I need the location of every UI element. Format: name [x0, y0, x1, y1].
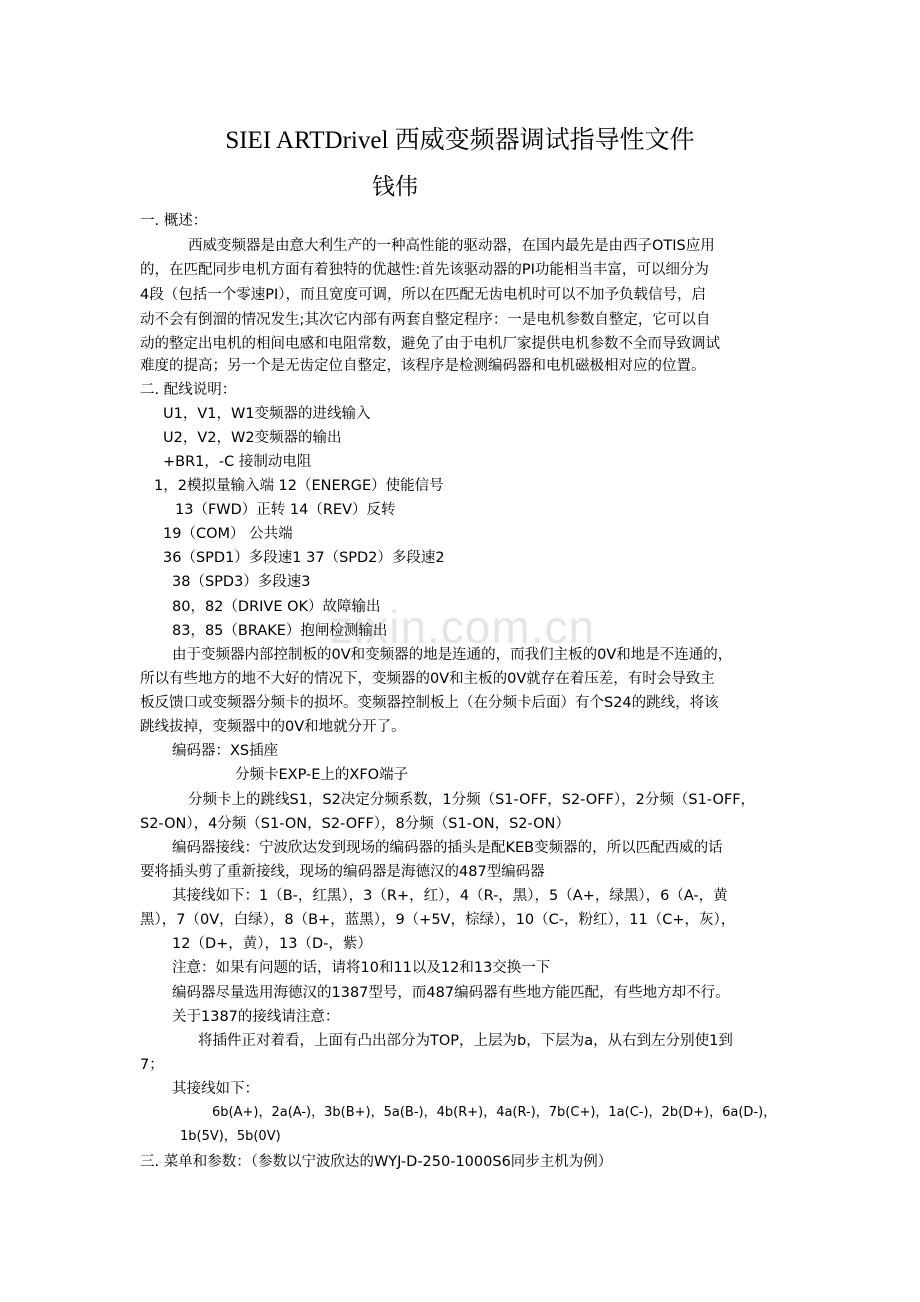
paragraph-line: 分频卡EXP-E上的XFO端子	[235, 767, 409, 783]
wiring-line: U2，V2，W2变频器的输出	[163, 430, 342, 446]
wiring-line: +BR1，-C 接制动电阻	[163, 454, 312, 470]
document-author: 钱伟	[372, 174, 418, 200]
paragraph-line: 跳线拔掉，变频器中的0V和地就分开了。	[140, 719, 406, 735]
paragraph-line: 动的整定出电机的相间电感和电阻常数，避免了由于电机厂家提供电机参数不全而导致调试	[140, 336, 720, 352]
paragraph-line: 4段（包括一个零速PI），而且宽度可调，所以在匹配无齿电机时可以不加予负载信号，启	[140, 287, 706, 303]
paragraph-line: 其接线如下：1（B-，红黑），3（R+，红），4（R-，黑），5（A+，绿黑），6（A-，黄	[172, 888, 728, 904]
wiring-line: 13（FWD）正转 14（REV）反转	[175, 502, 396, 518]
wiring-line: 1，2模拟量输入端 12（ENERGE）使能信号	[154, 478, 444, 494]
document-title: SIEI ARTDrivel 西威变频器调试指导性文件	[225, 127, 695, 154]
paragraph-line: 动不会有倒溜的情况发生;其次它内部有两套自整定程序：一是电机参数自整定，它可以自	[140, 312, 711, 328]
wiring-line: 36（SPD1）多段速1 37（SPD2）多段速2	[163, 550, 445, 566]
paragraph-line: 分频卡上的跳线S1，S2决定分频系数，1分频（S1-OFF，S2-OFF），2分频（S1-OFF，	[188, 792, 756, 808]
paragraph-line: 将插件正对着看，上面有凸出部分为TOP，上层为b，下层为a，从右到左分别使1到	[198, 1033, 733, 1049]
section-heading-2: 二. 配线说明：	[140, 382, 237, 398]
paragraph-line: 12（D+，黄），13（D-，紫）	[172, 936, 372, 952]
wiring-line: 83，85（BRAKE）抱闸检测输出	[172, 623, 388, 639]
paragraph-line: 的，在匹配同步电机方面有着独特的优越性:首先该驱动器的PI功能相当丰富，可以细分为	[140, 262, 709, 278]
wiring-line: U1，V1，W1变频器的进线输入	[163, 406, 371, 422]
pinout-line: 1b(5V)，5b(0V)	[180, 1129, 281, 1144]
paragraph-line: 西威变频器是由意大利生产的一种高性能的驱动器，在国内最先是由西子OTIS应用	[188, 238, 715, 254]
paragraph-line: 编码器：XS插座	[172, 743, 279, 759]
paragraph-line: 黑），7（0V，白绿），8（B+，蓝黑），9（+5V，棕绿），10（C-，粉红），11（C+，灰），	[140, 912, 736, 928]
paragraph-line: 注意：如果有问题的话，请将10和11以及12和13交换一下	[172, 960, 551, 976]
paragraph-line: 板反馈口或变频器分频卡的损坏。变频器控制板上（在分频卡后面）有个S24的跳线，将该	[140, 695, 719, 711]
wiring-line: 19（COM） 公共端	[163, 526, 293, 542]
paragraph-line: 由于变频器内部控制板的0V和变频器的地是连通的，而我们主板的0V和地是不连通的，	[172, 647, 733, 663]
paragraph-line: 编码器接线：宁波欣达发到现场的编码器的插头是配KEB变频器的，所以匹配西威的话	[172, 840, 723, 856]
paragraph-line: S2-ON），4分频（S1-ON，S2-OFF），8分频（S1-ON，S2-ON）	[140, 816, 570, 832]
wiring-line: 80，82（DRIVE OK）故障输出	[172, 599, 381, 615]
paragraph-line: 编码器尽量选用海德汉的1387型号，而487编码器有些地方能匹配，有些地方却不行。	[172, 985, 730, 1001]
pinout-line: 6b(A+)，2a(A-)，3b(B+)，5a(B-)，4b(R+)，4a(R-)，7b(C+)，1a(C-)，2b(D+)，6a(D-)，	[212, 1105, 777, 1120]
section-heading-1: 一. 概述：	[140, 213, 208, 229]
paragraph-line: 关于1387的接线请注意：	[172, 1009, 340, 1025]
watermark: zixin.com.cn	[330, 601, 596, 653]
paragraph-line: 难度的提高；另一个是无齿定位自整定，该程序是检测编码器和电机磁极相对应的位置。	[140, 358, 706, 374]
paragraph-line: 要将插头剪了重新接线，现场的编码器是海德汉的487型编码器	[140, 864, 545, 880]
section-heading-3: 三. 菜单和参数：（参数以宁波欣达的WYJ-D-250-1000S6同步主机为例）	[140, 1154, 613, 1170]
paragraph-line: 所以有些地方的地不大好的情况下，变频器的0V和主板的0V就存在着压差，有时会导致主	[140, 671, 715, 687]
paragraph-line: 其接线如下：	[172, 1081, 259, 1097]
wiring-line: 38（SPD3）多段速3	[172, 574, 311, 590]
paragraph-line: 7；	[140, 1057, 164, 1073]
